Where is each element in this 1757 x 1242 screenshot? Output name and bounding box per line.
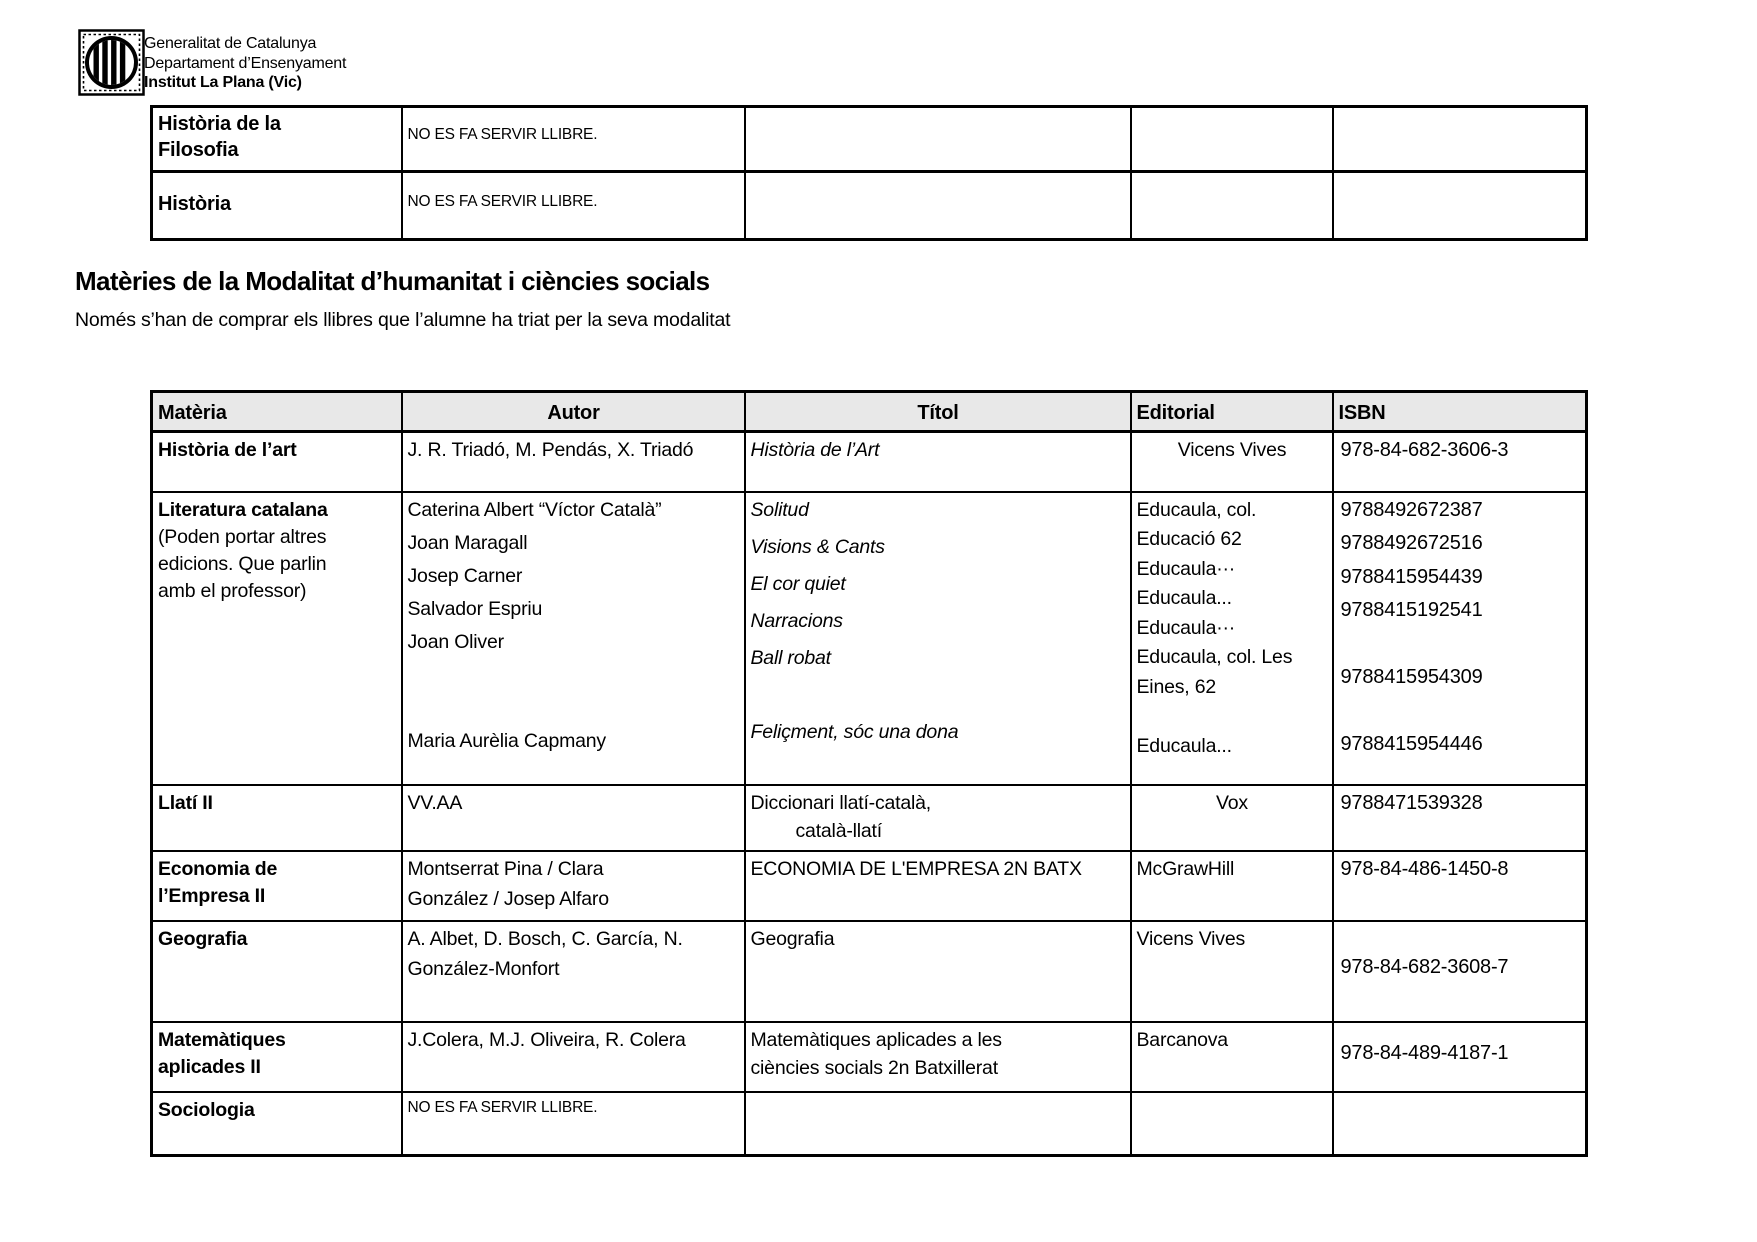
cell-line	[1341, 700, 1582, 734]
books-table	[150, 390, 1588, 1157]
cell-line: 9788415954439	[1340, 565, 1483, 588]
cell-line: Educaula, col.	[1136, 498, 1257, 521]
org-institute: Institut La Plana (Vic)	[144, 74, 302, 91]
cell-editorial	[1131, 921, 1333, 1022]
cell-line: aplicades II	[158, 1055, 261, 1078]
cell-line: Josep Carner	[407, 564, 523, 587]
cell-line: NO ES FA SERVIR LLIBRE.	[407, 126, 598, 143]
cell-titol	[745, 851, 1131, 921]
table-row	[152, 851, 1587, 921]
continuation-table	[150, 105, 1588, 241]
cell-line: ciències socials 2n Batxillerat	[750, 1056, 998, 1079]
cell-line: Matemàtiques aplicades a les	[750, 1028, 1002, 1051]
cell-line: Diccionari llatí-català,	[750, 791, 932, 814]
column-header-autor: Autor	[402, 392, 745, 432]
cell-line: Narracions	[750, 609, 843, 632]
cell-line: Eines, 62	[1136, 675, 1217, 698]
cell-line: El cor quiet	[750, 572, 846, 595]
cell-line: Maria Aurèlia Capmany	[407, 729, 606, 752]
cell-isbn	[1333, 851, 1587, 921]
cell-editorial	[1131, 851, 1333, 921]
cell-autor	[402, 172, 745, 240]
cell-line: Caterina Albert “Víctor Català”	[407, 498, 662, 521]
cell-line: NO ES FA SERVIR LLIBRE.	[407, 1098, 598, 1116]
organization-block	[144, 34, 346, 93]
cell-line: Educació 62	[1136, 528, 1242, 550]
cell-line: ECONOMIA DE L'EMPRESA 2N BATX	[750, 857, 1082, 880]
cell-autor	[402, 785, 745, 851]
cell-materia	[152, 1022, 402, 1092]
cell-line: Educaula···	[1136, 557, 1236, 580]
cell-isbn	[1333, 107, 1587, 172]
cell-titol	[745, 785, 1131, 851]
cell-isbn	[1333, 432, 1587, 492]
cell-line: 9788415954446	[1340, 733, 1483, 755]
cell-titol	[745, 432, 1131, 492]
column-header-materia: Matèria	[152, 392, 402, 432]
cell-line: 978-84-489-4187-1	[1340, 1041, 1509, 1064]
org-department: Departament d’Ensenyament	[144, 54, 347, 72]
cell-line: edicions. Que parlin	[158, 552, 327, 575]
cell-line: Educaula···	[1136, 616, 1236, 639]
cell-autor	[402, 1092, 745, 1156]
cell-isbn	[1333, 1022, 1587, 1092]
cell-titol	[745, 921, 1131, 1022]
cell-line: 978-84-682-3608-7	[1340, 956, 1509, 979]
cell-materia	[152, 432, 402, 492]
cell-line: Sociologia	[158, 1098, 255, 1121]
cell-materia	[152, 1092, 402, 1156]
cell-line: Filosofia	[158, 139, 239, 161]
cell-line: l’Empresa II	[158, 884, 266, 907]
table-row	[152, 107, 1587, 172]
cell-line: Salvador Espriu	[407, 597, 543, 620]
cell-autor	[402, 492, 745, 785]
cell-line: Barcanova	[1136, 1028, 1228, 1051]
cell-materia	[152, 785, 402, 851]
cell-titol	[745, 1022, 1131, 1092]
cell-editorial	[1131, 172, 1333, 240]
column-header-editorial: Editorial	[1131, 392, 1333, 432]
cell-line: Feliçment, sóc una dona	[750, 720, 959, 743]
cell-isbn	[1333, 785, 1587, 851]
cell-line: McGrawHill	[1136, 857, 1235, 880]
table-row	[152, 432, 1587, 492]
cell-isbn	[1333, 492, 1587, 785]
cell-autor	[402, 107, 745, 172]
cell-titol	[745, 1092, 1131, 1156]
catalan-coat-of-arms-icon	[78, 29, 145, 96]
cell-line	[408, 697, 740, 730]
cell-line: Economia de	[158, 857, 278, 880]
cell-line: 9788492672516	[1340, 532, 1483, 554]
cell-editorial	[1131, 492, 1333, 785]
cell-isbn	[1333, 1092, 1587, 1156]
cell-line: A. Albet, D. Bosch, C. García, N.	[407, 927, 683, 950]
cell-materia	[152, 851, 402, 921]
cell-line: VV.AA	[407, 791, 463, 814]
table-row	[152, 492, 1587, 785]
table-row	[152, 172, 1587, 240]
column-header-isbn: ISBN	[1333, 392, 1587, 432]
cell-line: Joan Maragall	[407, 531, 528, 554]
cell-line: Llatí II	[158, 791, 213, 814]
cell-line	[408, 664, 740, 697]
cell-line: Montserrat Pina / Clara	[407, 857, 604, 880]
cell-editorial	[1131, 432, 1333, 492]
cell-line	[1341, 633, 1582, 667]
section-title: Matèries de la Modalitat d’humanitat i ciències socials	[75, 266, 710, 296]
cell-editorial	[1131, 1022, 1333, 1092]
cell-autor	[402, 432, 745, 492]
cell-line: Vicens Vives	[1136, 927, 1246, 950]
table-row	[152, 921, 1587, 1022]
cell-autor	[402, 851, 745, 921]
table-row	[152, 1022, 1587, 1092]
cell-editorial	[1131, 1092, 1333, 1156]
cell-line: Història de la	[158, 113, 281, 135]
cell-line: català-llatí	[795, 819, 882, 842]
cell-line: Història de l’Art	[750, 439, 880, 461]
continuation-table-body	[152, 107, 1587, 240]
cell-line: J. R. Triadó, M. Pendás, X. Triadó	[407, 439, 694, 461]
cell-line: Educaula, col. Les	[1136, 646, 1293, 668]
cell-line: Història	[158, 192, 231, 215]
cell-materia	[152, 107, 402, 172]
cell-line: 9788492672387	[1340, 498, 1483, 521]
cell-titol	[745, 107, 1131, 172]
cell-line: Geografia	[158, 927, 248, 950]
cell-line: Geografia	[750, 927, 835, 950]
cell-titol	[745, 492, 1131, 785]
cell-line: Joan Oliver	[407, 630, 504, 653]
cell-editorial	[1131, 785, 1333, 851]
section-subtitle: Només s’han de comprar els llibres que l’alumne ha triat per la seva modalitat	[75, 309, 731, 331]
cell-line: 9788415954309	[1340, 666, 1483, 688]
cell-line: Solitud	[750, 498, 809, 521]
cell-line: J.Colera, M.J. Oliveira, R. Colera	[407, 1028, 686, 1051]
table-row	[152, 1092, 1587, 1156]
cell-line: Educaula...	[1136, 587, 1232, 609]
cell-materia	[152, 921, 402, 1022]
cell-isbn	[1333, 921, 1587, 1022]
cell-autor	[402, 921, 745, 1022]
cell-line	[751, 684, 1126, 721]
cell-editorial	[1131, 107, 1333, 172]
cell-line: Vicens Vives	[1177, 439, 1287, 461]
cell-titol	[745, 172, 1131, 240]
column-header-titol: Títol	[745, 392, 1131, 432]
table-row	[152, 785, 1587, 851]
cell-line: 978-84-486-1450-8	[1340, 857, 1509, 880]
cell-line: amb el professor)	[158, 579, 307, 602]
org-name: Generalitat de Catalunya	[144, 35, 317, 52]
cell-materia	[152, 172, 402, 240]
cell-line: Ball robat	[750, 646, 831, 669]
cell-line: Història de l’art	[158, 439, 297, 461]
cell-line: González-Monfort	[407, 957, 560, 980]
cell-line: Visions & Cants	[750, 535, 885, 558]
cell-line	[1137, 705, 1328, 735]
cell-line: 9788471539328	[1340, 791, 1483, 814]
header-row	[152, 392, 1587, 432]
cell-line: Educaula...	[1136, 734, 1232, 757]
cell-line: Literatura catalana	[158, 498, 328, 521]
cell-autor	[402, 1022, 745, 1092]
cell-line: NO ES FA SERVIR LLIBRE.	[407, 192, 598, 210]
cell-isbn	[1333, 172, 1587, 240]
cell-materia	[152, 492, 402, 785]
cell-line: (Poden portar altres	[158, 525, 327, 548]
cell-line: Vox	[1216, 791, 1248, 814]
cell-line: González / Josep Alfaro	[407, 887, 609, 910]
cell-line: Matemàtiques	[158, 1028, 286, 1051]
cell-line: 9788415192541	[1340, 599, 1483, 621]
cell-line: 978-84-682-3606-3	[1340, 439, 1509, 461]
books-table-body	[152, 432, 1587, 1156]
